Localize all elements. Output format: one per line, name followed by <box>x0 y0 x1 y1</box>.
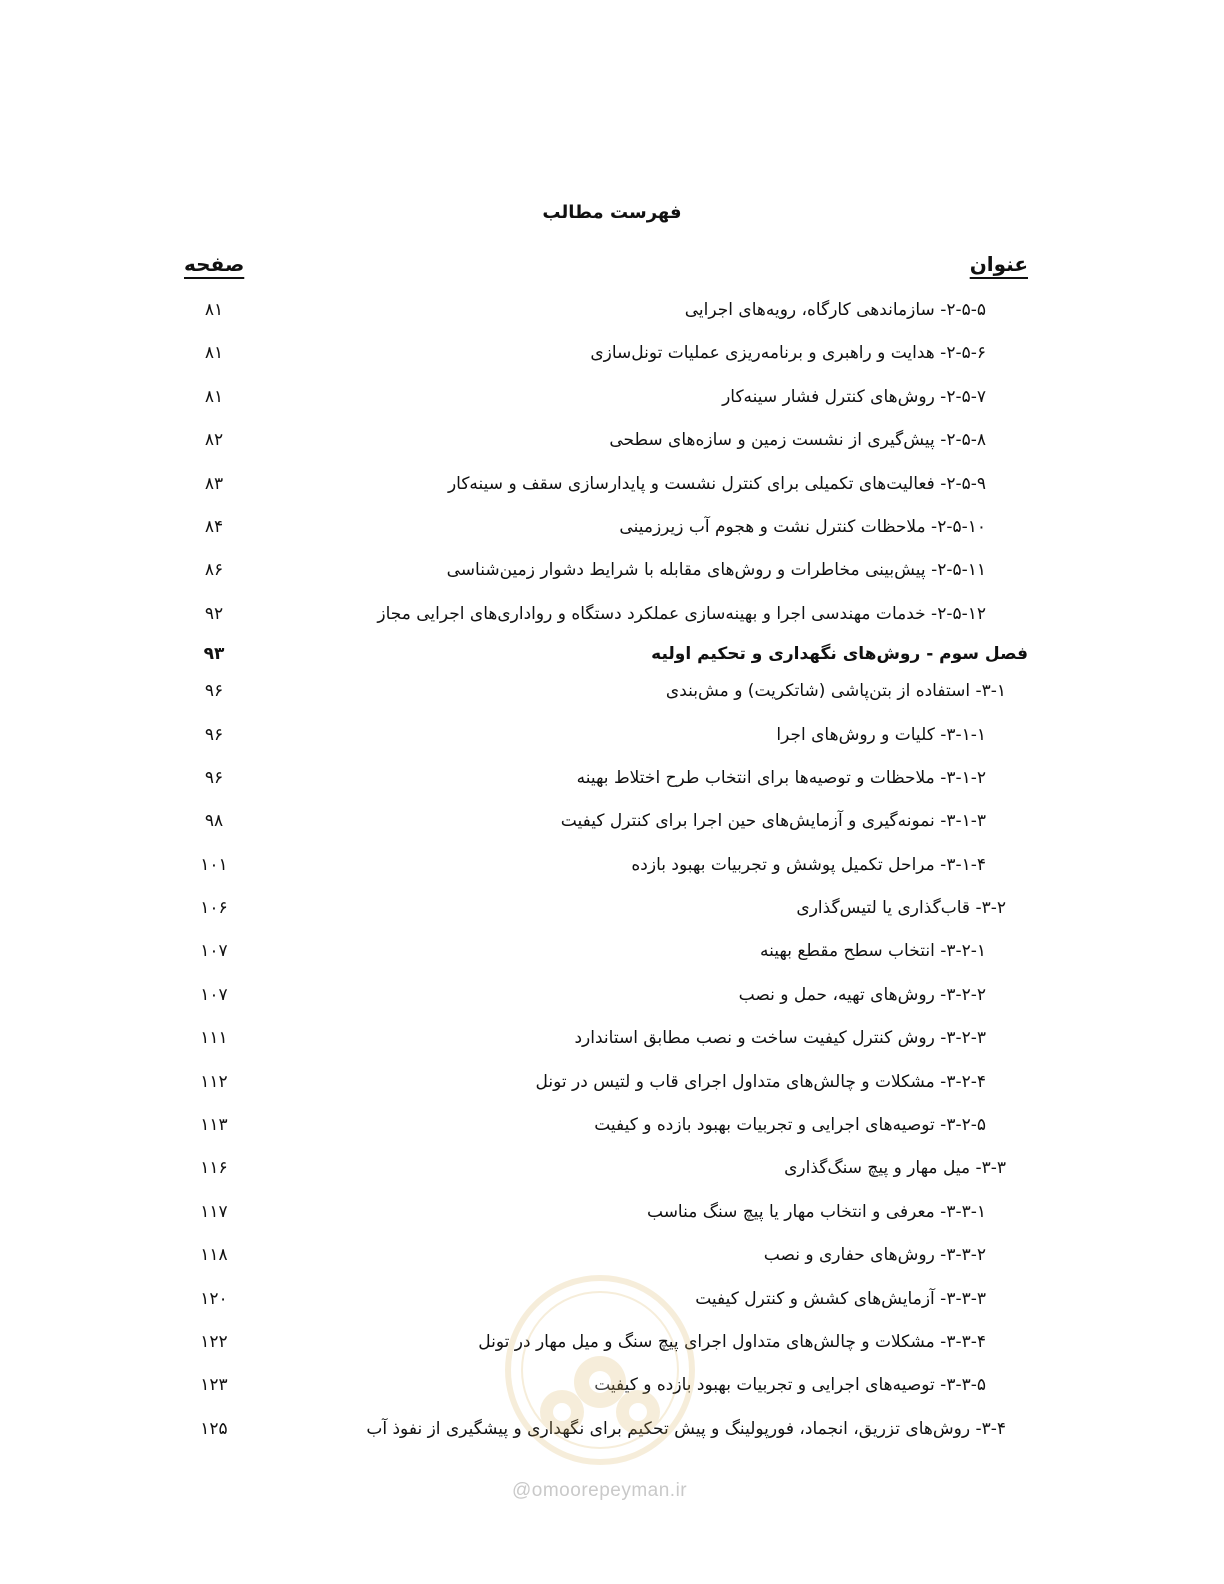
toc-entry-title: ۲-۵-۱۱- پیش‌بینی مخاطرات و روش‌های مقابله با شرایط دشوار زمین‌شناسی <box>446 560 986 581</box>
toc-entry-row[interactable] <box>0 1105 1224 1148</box>
toc-entry-title: ۳-۳-۵- توصیه‌های اجرایی و تجربیات بهبود بازده و کیفیت <box>594 1375 986 1396</box>
toc-page-number: ۱۰۶ <box>200 898 228 919</box>
toc-chapter-row[interactable] <box>0 637 1224 671</box>
toc-entry-title: ۲-۵-۵- سازماندهی کارگاه، رویه‌های اجرایی <box>684 300 986 320</box>
toc-entry-row[interactable] <box>0 845 1224 888</box>
table-of-contents <box>0 290 1224 1452</box>
toc-page-number: ۱۰۷ <box>200 941 228 962</box>
toc-entry-row[interactable] <box>0 1192 1224 1235</box>
toc-page-number: ۱۲۲ <box>200 1331 228 1352</box>
toc-entry-title: ۳-۳-۱- معرفی و انتخاب مهار یا پیچ سنگ مناسب <box>647 1201 986 1222</box>
toc-page-number: ۱۰۷ <box>200 984 228 1005</box>
toc-page-number: ۹۳ <box>203 644 225 665</box>
toc-entry-title: ۳-۲-۵- توصیه‌های اجرایی و تجربیات بهبود بازده و کیفیت <box>594 1115 986 1136</box>
toc-page-number: ۸۴ <box>204 516 224 537</box>
toc-entry-title: ۳-۳- میل مهار و پیچ سنگ‌گذاری <box>784 1158 1006 1179</box>
toc-entry-row[interactable] <box>0 333 1224 376</box>
toc-page-number: ۹۶ <box>204 724 224 745</box>
toc-page-number: ۸۳ <box>204 473 224 494</box>
toc-entry-title: ۳-۱-۴- مراحل تکمیل پوشش و تجربیات بهبود بازده <box>631 854 986 875</box>
toc-entry-row[interactable] <box>0 1235 1224 1278</box>
toc-page-number: ۸۶ <box>204 560 224 581</box>
toc-entry-title: ۳-۲-۴- مشکلات و چالش‌های متداول اجرای قاب و لتیس در تونل <box>535 1071 986 1092</box>
toc-page-number: ۱۱۳ <box>200 1115 228 1136</box>
toc-page-number: ۱۱۷ <box>200 1201 228 1222</box>
toc-entry-title: ۳-۳-۲- روش‌های حفاری و نصب <box>763 1245 986 1266</box>
toc-entry-row[interactable] <box>0 1018 1224 1061</box>
page-column-header: صفحه <box>184 252 245 276</box>
toc-entry-title: ۳-۱-۱- کلیات و روش‌های اجرا <box>776 724 986 745</box>
toc-entry-row[interactable] <box>0 464 1224 507</box>
toc-entry-title: ۳-۴- روش‌های تزریق، انجماد، فورپولینگ و پیش تحکیم برای نگهداری و پیشگیری از نفوذ آب <box>366 1418 1006 1439</box>
toc-page-number: ۹۶ <box>204 767 224 788</box>
toc-entry-row[interactable] <box>0 888 1224 931</box>
toc-entry-row[interactable] <box>0 1322 1224 1365</box>
toc-entry-row[interactable] <box>0 594 1224 637</box>
toc-entry-row[interactable] <box>0 290 1224 333</box>
toc-entry-title: ۳-۲-۲- روش‌های تهیه، حمل و نصب <box>738 984 986 1005</box>
toc-page-number: ۹۸ <box>204 811 224 832</box>
toc-entry-row[interactable] <box>0 931 1224 974</box>
toc-entry-row[interactable] <box>0 801 1224 844</box>
toc-page-number: ۱۲۰ <box>200 1288 228 1309</box>
toc-entry-title: ۳-۲-۳- روش کنترل کیفیت ساخت و نصب مطابق استاندارد <box>574 1028 986 1049</box>
toc-page-number: ۱۲۳ <box>200 1375 228 1396</box>
toc-entry-row[interactable] <box>0 975 1224 1018</box>
toc-page-number: ۸۲ <box>204 430 224 451</box>
toc-page-number: ۱۲۵ <box>200 1418 228 1439</box>
toc-entry-title: ۲-۵-۱۲- خدمات مهندسی اجرا و بهینه‌سازی عملکرد دستگاه و رواداری‌های اجرایی مجاز <box>377 603 986 624</box>
toc-entry-row[interactable] <box>0 507 1224 550</box>
title-column-header: عنوان <box>969 252 1028 276</box>
toc-page-number: ۸۱ <box>204 300 224 320</box>
toc-entry-row[interactable] <box>0 758 1224 801</box>
toc-page-number: ۱۱۱ <box>200 1028 228 1049</box>
toc-entry-title: ۳-۳-۴- مشکلات و چالش‌های متداول اجرای پیچ سنگ و میل مهار در تونل <box>478 1331 986 1352</box>
toc-entry-title: ۲-۵-۹- فعالیت‌های تکمیلی برای کنترل نشست و پایدارسازی سقف و سینه‌کار <box>447 473 986 494</box>
toc-entry-row[interactable] <box>0 377 1224 420</box>
toc-entry-title: ۲-۵-۸- پیش‌گیری از نشست زمین و سازه‌های سطحی <box>609 430 986 451</box>
toc-entry-row[interactable] <box>0 1148 1224 1191</box>
toc-entry-title: ۳-۳-۳- آزمایش‌های کشش و کنترل کیفیت <box>695 1288 986 1309</box>
toc-entry-row[interactable] <box>0 420 1224 463</box>
toc-entry-title: ۳-۲- قاب‌گذاری یا لتیس‌گذاری <box>796 898 1006 919</box>
watermark-url: @omoorepeyman.ir <box>512 1480 688 1501</box>
toc-entry-title: ۳-۲-۱- انتخاب سطح مقطع بهینه <box>760 941 986 962</box>
toc-entry-title: ۲-۵-۶- هدایت و راهبری و برنامه‌ریزی عملیات تونل‌سازی <box>590 343 986 364</box>
toc-page-number: ۹۶ <box>204 681 224 702</box>
toc-entry-title: ۲-۵-۷- روش‌های کنترل فشار سینه‌کار <box>722 386 986 407</box>
toc-entry-title: ۳-۱- استفاده از بتن‌پاشی (شاتکریت) و مش‌بندی <box>665 681 1006 702</box>
page-title: فهرست مطالب <box>542 202 682 223</box>
toc-entry-title: فصل سوم - روش‌های نگهداری و تحکیم اولیه <box>651 644 1028 665</box>
toc-page-number: ۱۰۱ <box>200 854 228 875</box>
toc-entry-row[interactable] <box>0 550 1224 593</box>
toc-entry-title: ۳-۱-۳- نمونه‌گیری و آزمایش‌های حین اجرا برای کنترل کیفیت <box>560 811 986 832</box>
toc-entry-row[interactable] <box>0 1279 1224 1322</box>
toc-page-number: ۱۱۲ <box>200 1071 228 1092</box>
toc-entry-row[interactable] <box>0 1062 1224 1105</box>
toc-page-number: ۸۱ <box>204 386 224 407</box>
toc-page-number: ۹۲ <box>204 603 224 624</box>
toc-page-number: ۱۱۶ <box>200 1158 228 1179</box>
toc-entry-title: ۲-۵-۱۰- ملاحظات کنترل نشت و هجوم آب زیرزمینی <box>619 516 986 537</box>
toc-page-number: ۱۱۸ <box>200 1245 228 1266</box>
toc-entry-row[interactable] <box>0 1409 1224 1452</box>
toc-entry-title: ۳-۱-۲- ملاحظات و توصیه‌ها برای انتخاب طرح اختلاط بهینه <box>576 767 986 788</box>
toc-page-number: ۸۱ <box>204 343 224 364</box>
toc-entry-row[interactable] <box>0 671 1224 714</box>
toc-entry-row[interactable] <box>0 715 1224 758</box>
toc-entry-row[interactable] <box>0 1365 1224 1408</box>
